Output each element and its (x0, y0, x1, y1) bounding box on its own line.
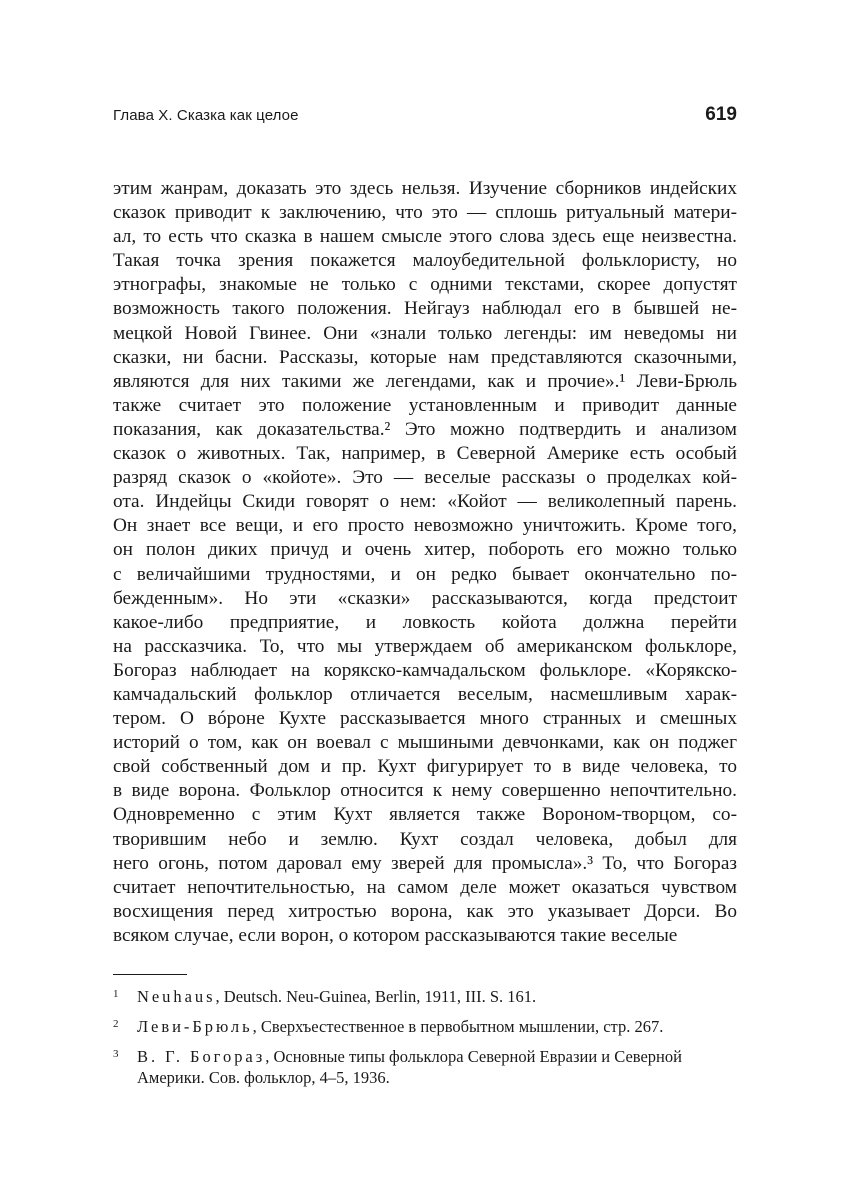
text-line: Богораз наблюдает на корякско-камчадальском фольклоре. «Корякско- (113, 659, 737, 681)
text-line: на рассказчика. То, что мы утверждаем об американском фольклоре, (113, 635, 737, 657)
footnote-text: , Сверхъестественное в первобытном мышлении, стр. 267. (252, 1017, 664, 1036)
text-line: этим жанрам, доказать это здесь нельзя. Изучение сборников индейских (113, 178, 737, 199)
footnote-number: 3 (113, 1048, 119, 1060)
text-line: историй о том, как он воевал с мышиными девчонками, как он поджег (113, 732, 737, 754)
footnote-number: 1 (113, 988, 119, 1000)
text-line: этнографы, знакомые не только с одними текстами, скорее допустят (113, 274, 737, 296)
text-line: Такая точка зрения покажется малоубедительной фольклористу, но (113, 250, 737, 272)
text-line: Он знает все вещи, и его просто невозможно уничтожить. Кроме того, (113, 515, 737, 537)
footnote-author: В. Г. Богораз (137, 1047, 266, 1066)
footnote (113, 986, 737, 1007)
text-line: ал, то есть что сказка в нашем смысле этого слова здесь еще неизвестна. (113, 226, 737, 248)
text-line: являются для них такими же легендами, как и прочие».¹ Леви-Брюль (113, 370, 737, 392)
text-line: он полон диких причуд и очень хитер, побороть его можно только (113, 539, 737, 561)
text-line: бежденным». Но эти «сказки» рассказываются, когда предстоит (113, 587, 737, 609)
footnote-divider (113, 974, 187, 975)
footnote-text: , Deutsch. Neu-Guinea, Berlin, 1911, III. S. 161. (215, 987, 537, 1006)
running-head-chapter-title: Глава X. Сказка как целое (113, 107, 299, 124)
text-line: возможность такого положения. Нейгауз наблюдал его в бывшей не- (113, 298, 737, 320)
text-line: в виде ворона. Фольклор относится к нему совершенно непочтительно. (113, 780, 737, 802)
text-line: тером. О вóроне Кухте рассказывается много странных и смешных (113, 708, 737, 730)
footnote (113, 1016, 737, 1037)
text-line: восхищения перед хитростью ворона, как это указывает Дорси. Во (113, 900, 737, 922)
text-line: сказок о животных. Так, например, в Северной Америке есть особый (113, 443, 737, 465)
page-number: 619 (705, 104, 737, 125)
text-line: камчадальский фольклор отличается веселым, насмешливым харак- (113, 683, 737, 705)
text-line: ота. Индейцы Скиди говорят о нем: «Койот — великолепный парень. (113, 491, 737, 513)
footnote-text: , Основные типы фольклора Северной Евразии и Северной Америки. Сов. фольклор, 4–5, 1936. (137, 1047, 682, 1087)
text-line: всяком случае, если ворон, о котором рассказываются такие веселые (113, 924, 678, 946)
body-text (113, 177, 737, 948)
text-line: мецкой Новой Гвинее. Они «знали только легенды: им неведомы ни (113, 322, 737, 344)
text-line: разряд сказок о «койоте». Это — веселые рассказы о проделках кой- (113, 467, 737, 489)
text-line: сказки, ни басни. Рассказы, которые нам представляются сказочными, (113, 346, 737, 368)
text-line: свой собственный дом и пр. Кухт фигурирует то в виде человека, то (113, 756, 737, 778)
text-line: считает непочтительностью, на самом деле может оказаться чувством (113, 876, 737, 898)
footnotes (113, 986, 737, 1097)
text-line: Одновременно с этим Кухт является также Вороном-творцом, со- (113, 804, 737, 826)
footnote-number: 2 (113, 1018, 119, 1030)
text-line: с величайшими трудностями, и он редко бывает окончательно по- (113, 563, 737, 585)
footnote-author: Neuhaus (137, 987, 216, 1006)
text-line: какое-либо предприятие, и ловкость койота должна перейти (113, 611, 737, 633)
footnote-author: Леви-Брюль (137, 1017, 253, 1036)
text-line: сказок приводит к заключению, что это — сплошь ритуальный матери- (113, 202, 737, 224)
footnote (113, 1046, 737, 1088)
text-line: творившим небо и землю. Кухт создал человека, добыл для (113, 828, 737, 850)
text-line: него огонь, потом даровал ему зверей для промысла».³ То, что Богораз (113, 852, 737, 874)
text-line: показания, как доказательства.² Это можно подтвердить и анализом (113, 418, 737, 440)
text-line: также считает это положение установленным и приводит данные (113, 394, 737, 416)
